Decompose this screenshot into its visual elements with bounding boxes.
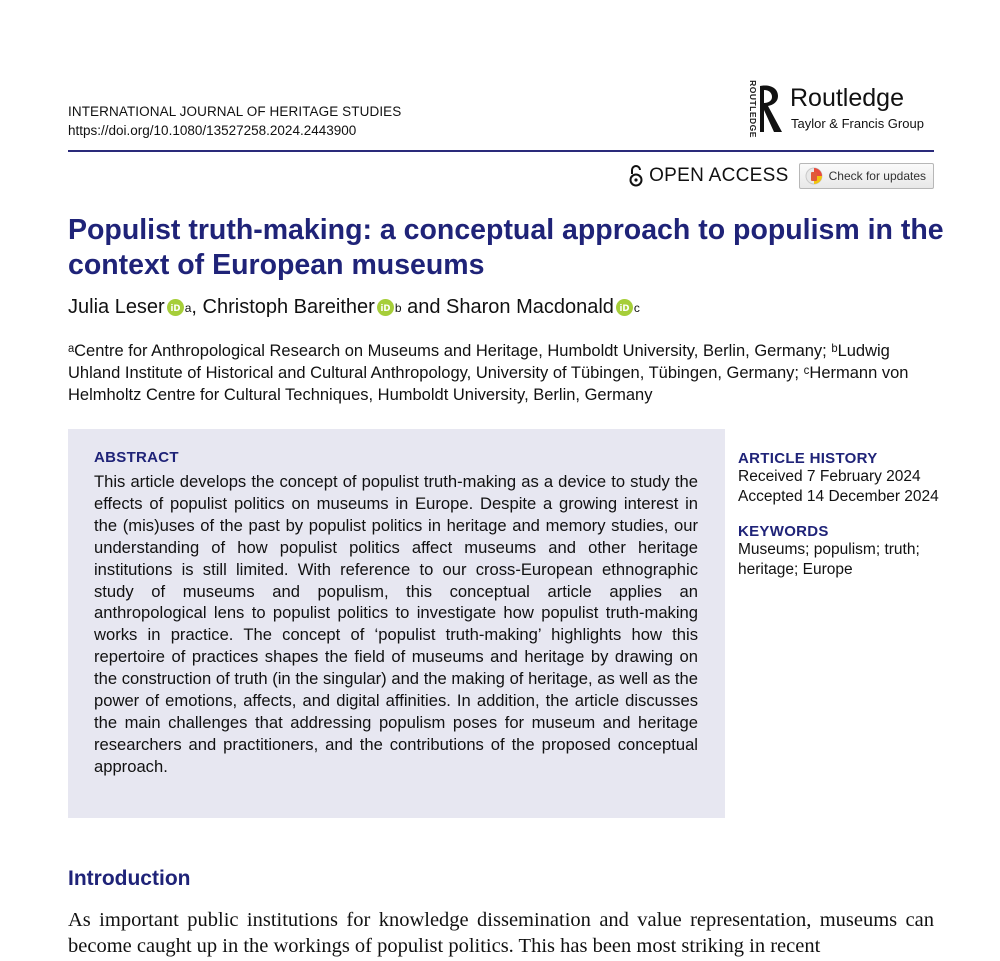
introduction-heading: Introduction <box>68 867 191 890</box>
received-date: Received 7 February 2024 <box>738 468 921 485</box>
open-access-label: OPEN ACCESS <box>649 165 789 186</box>
abstract-box <box>68 429 725 818</box>
header-rule <box>68 150 934 152</box>
author-list <box>68 296 640 319</box>
abstract-text: This article develops the concept of populist truth-making as a device to study the effects of populist politics on museums in Europe. Despite a growing interest in the (mis)uses of the past by populist politics in heritage and memory studies, our understanding of how populist politics affect museums and other heritage institutions is still limited. With reference to our cross-European ethnographic study of museums and populism, this conceptual article applies an anthropological lens to populist politics to investigate how populist truth-making works in practice. The concept of ‘populist truth-making’ highlights how this repertoire of practices shapes the field of museums and heritage by drawing on the construction of truth (in the singular) and the making of heritage, as well as the power of emotions, affects, and digital affinities. In addition, the article discusses the main challenges that addressing populism poses for museum and heritage researchers and practitioners, and the contributions of the proposed conceptual approach. <box>94 472 698 776</box>
affiliations: ᵃCentre for Anthropological Research on Museums and Heritage, Humboldt University, Berlin, Germany; ᵇLudwig Uhland Institute of Historical and Cultural Anthropology, University of Tübingen, Tübingen, Germany; ᶜHermann von Helmholtz Centre for Cultural Techniques, Humboldt University, Berlin, Germany <box>68 342 909 404</box>
access-row <box>629 161 934 191</box>
article-title: Populist truth-making: a conceptual approach to populism in the context of European museums <box>68 214 944 281</box>
svg-text:iD: iD <box>619 303 630 314</box>
open-access-badge <box>629 165 789 187</box>
affiliation-marker: c <box>633 300 640 315</box>
article-info-sidebar <box>738 450 948 580</box>
article-history-heading: ARTICLE HISTORY <box>738 450 878 467</box>
affiliation-marker: b <box>394 300 402 315</box>
open-lock-icon <box>629 165 643 187</box>
author-item <box>446 296 640 319</box>
author-name[interactable]: Christoph Bareither <box>202 296 375 318</box>
logo-vertical-text: ROUTLEDGE <box>747 80 758 138</box>
introduction-text: As important public institutions for knowledge dissemination and value representation, museums can become caught up in the workings of populist politics. This has been most striking in recent <box>68 909 934 957</box>
check-updates-label: Check for updates <box>828 169 926 183</box>
svg-text:iD: iD <box>380 303 391 314</box>
keywords-heading: KEYWORDS <box>738 523 829 540</box>
publisher-group: Taylor & Francis Group <box>791 116 924 131</box>
crossmark-icon <box>805 167 823 185</box>
author-item <box>203 296 446 319</box>
author-item <box>68 296 203 319</box>
doi-link[interactable]: https://doi.org/10.1080/13527258.2024.2443900 <box>68 123 357 138</box>
publisher-name: Routledge <box>790 84 904 112</box>
author-separator: , <box>191 296 203 318</box>
routledge-logo[interactable] <box>744 82 934 140</box>
routledge-profile-icon <box>756 84 786 136</box>
orcid-icon[interactable] <box>616 299 633 316</box>
accepted-date: Accepted 14 December 2024 <box>738 488 939 505</box>
affiliation-marker: a <box>184 300 192 315</box>
author-name[interactable]: Sharon Macdonald <box>446 296 614 318</box>
author-name[interactable]: Julia Leser <box>68 296 165 318</box>
keywords-list: Museums; populism; truth; heritage; Europe <box>738 541 920 578</box>
check-updates-button[interactable] <box>799 163 934 189</box>
journal-name: INTERNATIONAL JOURNAL OF HERITAGE STUDIES <box>68 104 402 119</box>
orcid-icon[interactable] <box>377 299 394 316</box>
abstract-heading: ABSTRACT <box>94 449 179 466</box>
journal-header <box>68 80 934 150</box>
svg-text:iD: iD <box>170 303 181 314</box>
author-separator: and <box>401 296 447 318</box>
orcid-icon[interactable] <box>167 299 184 316</box>
